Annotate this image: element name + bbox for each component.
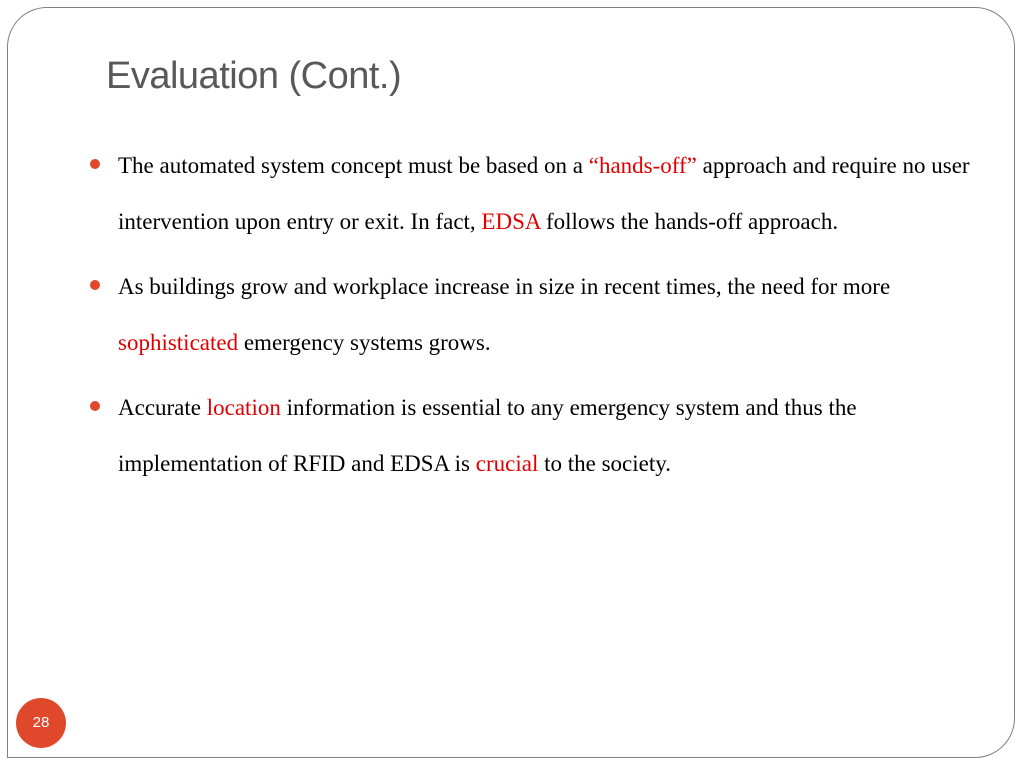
highlight-crucial: crucial [475, 451, 539, 476]
bullet-list [118, 138, 998, 501]
highlight-location: location [206, 395, 281, 420]
bullet-text: follows the hands-off approach. [540, 209, 839, 234]
bullet-text: As buildings grow and workplace increase in size in recent times, the need for more [118, 274, 891, 299]
highlight-sophisticated: sophisticated [118, 330, 239, 355]
bullet-item-buildings [118, 259, 998, 371]
bullet-icon [90, 280, 100, 290]
bullet-item-location [118, 380, 998, 492]
highlight-hands-off: “hands-off” [588, 153, 697, 178]
bullet-icon [90, 159, 100, 169]
page-number-badge: 28 [16, 698, 66, 748]
bullet-text: Accurate [118, 395, 207, 420]
bullet-text: The automated system concept must be based on a [118, 153, 589, 178]
bullet-item-hands-off [118, 138, 998, 250]
bullet-text: emergency systems grows. [238, 330, 491, 355]
bullet-icon [90, 401, 100, 411]
bullet-text: information is essential to any emergency system and thus the implementation of RFID and EDSA is [118, 395, 857, 476]
highlight-edsa: EDSA [481, 209, 541, 234]
bullet-text: approach and require no user intervention upon entry or exit. In fact, [118, 153, 970, 234]
bullet-text: to the society. [538, 451, 671, 476]
slide-title: Evaluation (Cont.) [106, 55, 402, 97]
